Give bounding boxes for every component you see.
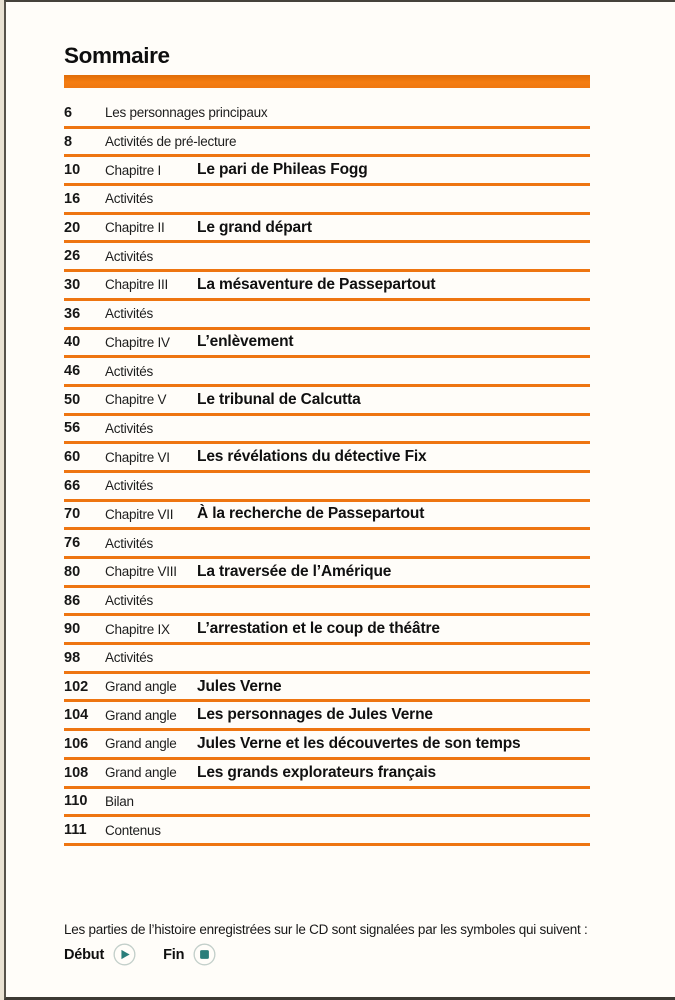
end-label: Fin: [163, 946, 185, 963]
toc-page-number: 106: [64, 735, 89, 752]
toc-chapter-title: Les révélations du détective Fix: [197, 448, 427, 466]
toc-section-label: Grand angle: [105, 679, 177, 695]
page-title: Sommaire: [64, 43, 170, 68]
toc-page-number: 90: [64, 621, 81, 638]
toc-row: [64, 473, 590, 499]
toc-page-number: 16: [64, 190, 81, 207]
toc-section-label: Activités de pré-lecture: [105, 134, 237, 150]
toc-section-label: Activités: [105, 363, 154, 379]
toc-row: [64, 674, 590, 700]
toc-row: [64, 444, 590, 470]
cd-symbols-footnote: [64, 920, 590, 967]
toc-row: [64, 186, 590, 212]
footnote-symbols: [64, 943, 590, 967]
toc-page-number: 104: [64, 707, 89, 724]
toc-chapter-title: L’arrestation et le coup de théâtre: [197, 620, 440, 638]
toc-page-number: 46: [64, 363, 81, 380]
toc-chapter-title: Jules Verne: [197, 677, 282, 695]
footnote-text: Les parties de l’histoire enregistrées sur le CD sont signalées par les symboles qui suivent :: [64, 921, 588, 937]
toc-chapter-title: Le pari de Phileas Fogg: [197, 161, 368, 179]
toc-section-label: Activités: [105, 650, 154, 666]
row-divider: [64, 843, 590, 846]
toc-page-number: 80: [64, 563, 81, 580]
toc-page-number: 8: [64, 133, 73, 150]
toc-section-label: Grand angle: [105, 765, 177, 781]
toc-section-label: Activités: [105, 593, 154, 609]
toc-section-label: Activités: [105, 191, 154, 207]
toc-row: [64, 702, 590, 728]
toc-section-label: Chapitre II: [105, 220, 165, 236]
toc-page-number: 111: [64, 822, 87, 839]
toc-page-number: 30: [64, 276, 81, 293]
toc-row: [64, 416, 590, 442]
toc-page-number: 110: [64, 793, 88, 810]
toc-page-number: 108: [64, 764, 89, 781]
toc-row: [64, 760, 590, 786]
toc-section-label: Chapitre III: [105, 277, 169, 293]
toc-row: [64, 502, 590, 528]
toc-row: [64, 616, 590, 642]
toc-row: [64, 215, 590, 241]
toc-chapter-title: Le tribunal de Calcutta: [197, 390, 361, 408]
toc-section-label: Activités: [105, 478, 154, 494]
toc-section-label: Bilan: [105, 793, 134, 809]
toc-section-label: Chapitre V: [105, 392, 167, 408]
toc-section-label: Chapitre IX: [105, 621, 170, 637]
toc-row: [64, 272, 590, 298]
toc-page-number: 70: [64, 506, 81, 523]
toc-section-label: Activités: [105, 306, 154, 322]
toc-row: [64, 588, 590, 614]
toc-section-label: Activités: [105, 420, 154, 436]
toc-row: [64, 731, 590, 757]
toc-row: [64, 817, 590, 843]
toc-section-label: Chapitre VII: [105, 506, 174, 522]
toc-page-number: 98: [64, 649, 81, 666]
toc-row: [64, 330, 590, 356]
toc-section-label: Chapitre I: [105, 162, 162, 178]
book-page: [4, 0, 675, 1000]
toc-row: [64, 645, 590, 671]
toc-row: [64, 358, 590, 384]
toc-row: [64, 243, 590, 269]
toc-page-number: 50: [64, 391, 81, 408]
toc-section-label: Activités: [105, 535, 154, 551]
toc-section-label: Chapitre IV: [105, 334, 170, 350]
toc-row: [64, 530, 590, 556]
toc-chapter-title: L’enlèvement: [197, 333, 294, 351]
toc-chapter-title: Jules Verne et les découvertes de son temps: [197, 734, 521, 752]
play-icon: [113, 943, 136, 966]
toc-section-label: Activités: [105, 248, 154, 264]
toc-page-number: 76: [64, 535, 81, 552]
page-content: [6, 2, 675, 967]
toc-chapter-title: Les grands explorateurs français: [197, 763, 436, 781]
toc-chapter-title: Le grand départ: [197, 218, 312, 236]
toc-page-number: 20: [64, 219, 81, 236]
toc-chapter-title: À la recherche de Passepartout: [197, 505, 425, 523]
toc-page-number: 26: [64, 248, 81, 265]
toc-page-number: 40: [64, 334, 81, 351]
toc-page-number: 56: [64, 420, 81, 437]
toc-page-number: 86: [64, 592, 81, 609]
toc-page-number: 102: [64, 678, 89, 695]
toc-page-number: 66: [64, 477, 81, 494]
toc-page-number: 10: [64, 162, 81, 179]
toc-section-label: Grand angle: [105, 707, 177, 723]
title-divider: [64, 75, 590, 88]
toc-chapter-title: La traversée de l’Amérique: [197, 562, 392, 580]
toc-row: [64, 100, 590, 126]
toc-section-label: Contenus: [105, 822, 161, 838]
toc-row: [64, 157, 590, 183]
toc-section-label: Chapitre VIII: [105, 564, 177, 580]
toc-section-label: Grand angle: [105, 736, 177, 752]
toc-row: [64, 301, 590, 327]
toc-list: [64, 100, 590, 846]
toc-chapter-title: Les personnages de Jules Verne: [197, 706, 433, 724]
toc-section-label: Chapitre VI: [105, 449, 170, 465]
toc-row: [64, 129, 590, 155]
toc-row: [64, 789, 590, 815]
toc-row: [64, 559, 590, 585]
toc-chapter-title: La mésaventure de Passepartout: [197, 275, 436, 293]
toc-row: [64, 387, 590, 413]
toc-section-label: Les personnages principaux: [105, 105, 268, 121]
start-label: Début: [64, 946, 105, 963]
toc-page-number: 6: [64, 104, 73, 121]
toc-page-number: 36: [64, 305, 81, 322]
toc-page-number: 60: [64, 449, 81, 466]
stop-icon: [193, 943, 216, 966]
